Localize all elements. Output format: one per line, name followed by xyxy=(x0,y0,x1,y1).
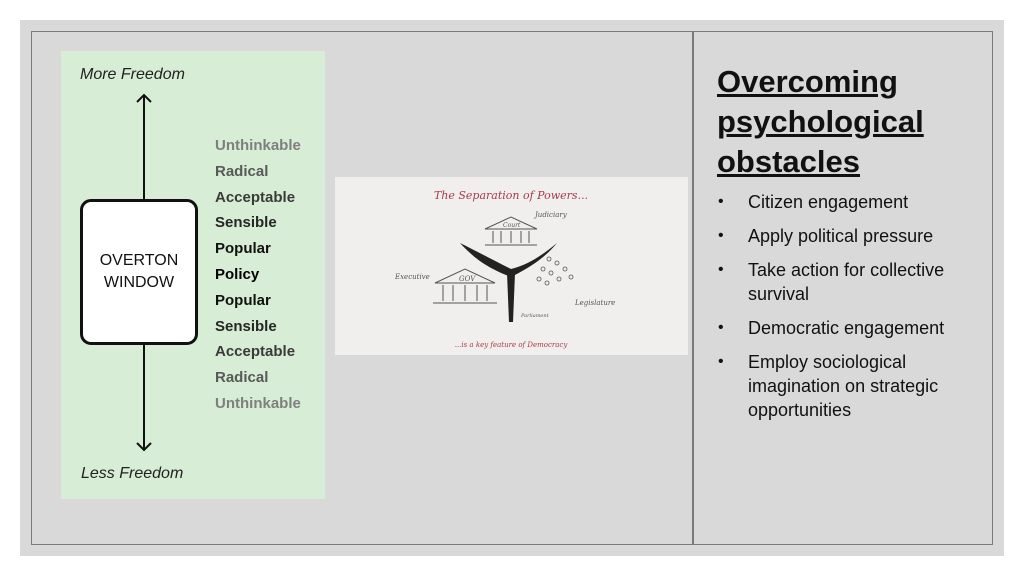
bullet-item xyxy=(716,224,986,248)
bullet-icon: • xyxy=(718,261,724,278)
more-freedom-label: More Freedom xyxy=(80,66,185,83)
bullet-text: Democratic engagement xyxy=(748,318,945,338)
bullet-item xyxy=(716,350,986,422)
sep-executive-label: Executive xyxy=(395,273,430,281)
overton-window-box xyxy=(80,199,198,345)
bullet-item xyxy=(716,190,986,214)
scale-item-acceptable: Acceptable xyxy=(215,188,296,206)
window-label-line1: OVERTON xyxy=(99,252,179,269)
less-freedom-label: Less Freedom xyxy=(81,465,184,482)
sep-court-label: Court xyxy=(503,222,521,229)
bullet-text: Employ sociological imagination on strategic opportunities xyxy=(748,352,939,420)
overton-scale-list xyxy=(215,133,301,417)
sep-legislature-label: Legislature xyxy=(575,299,616,307)
separation-of-powers-illustration xyxy=(335,177,688,355)
bullet-text: Apply political pressure xyxy=(748,226,934,246)
bullet-list xyxy=(716,190,986,432)
window-label-line2: WINDOW xyxy=(103,274,175,291)
bullet-text: Take action for collective survival xyxy=(748,260,945,304)
sep-parliament-label: Parliament xyxy=(521,313,549,319)
scale-item-acceptable: Acceptable xyxy=(215,343,296,361)
sep-title: The Separation of Powers... xyxy=(433,189,589,202)
scale-item-policy: Policy xyxy=(215,265,260,283)
bullet-item xyxy=(716,258,986,306)
bullet-icon: • xyxy=(718,227,724,244)
sep-judiciary-label: Judiciary xyxy=(535,211,567,219)
bullet-text: Citizen engagement xyxy=(748,192,909,212)
bullet-icon: • xyxy=(718,319,724,336)
sep-footer: ...is a key feature of Democracy xyxy=(454,341,568,349)
scale-item-radical: Radical xyxy=(215,162,269,180)
separation-of-powers-image xyxy=(335,177,688,355)
arrow-up-line xyxy=(143,95,145,199)
scale-item-popular: Popular xyxy=(215,291,271,309)
bullet-icon: • xyxy=(718,193,724,210)
scale-item-unthinkable: Unthinkable xyxy=(215,394,301,412)
arrow-down-icon xyxy=(136,436,152,452)
scale-item-sensible: Sensible xyxy=(215,214,277,232)
scale-item-unthinkable: Unthinkable xyxy=(215,137,301,154)
bullet-item xyxy=(716,316,986,340)
scale-item-sensible: Sensible xyxy=(215,317,277,335)
slide-title: Overcoming psychological obstacles xyxy=(717,64,924,179)
arrow-down-line xyxy=(143,345,145,449)
sep-gov-label: GOV xyxy=(459,275,476,283)
bullet-icon: • xyxy=(718,353,724,370)
scale-item-radical: Radical xyxy=(215,369,269,387)
scale-item-popular: Popular xyxy=(215,240,271,258)
legislature-seats-icon xyxy=(537,257,573,285)
